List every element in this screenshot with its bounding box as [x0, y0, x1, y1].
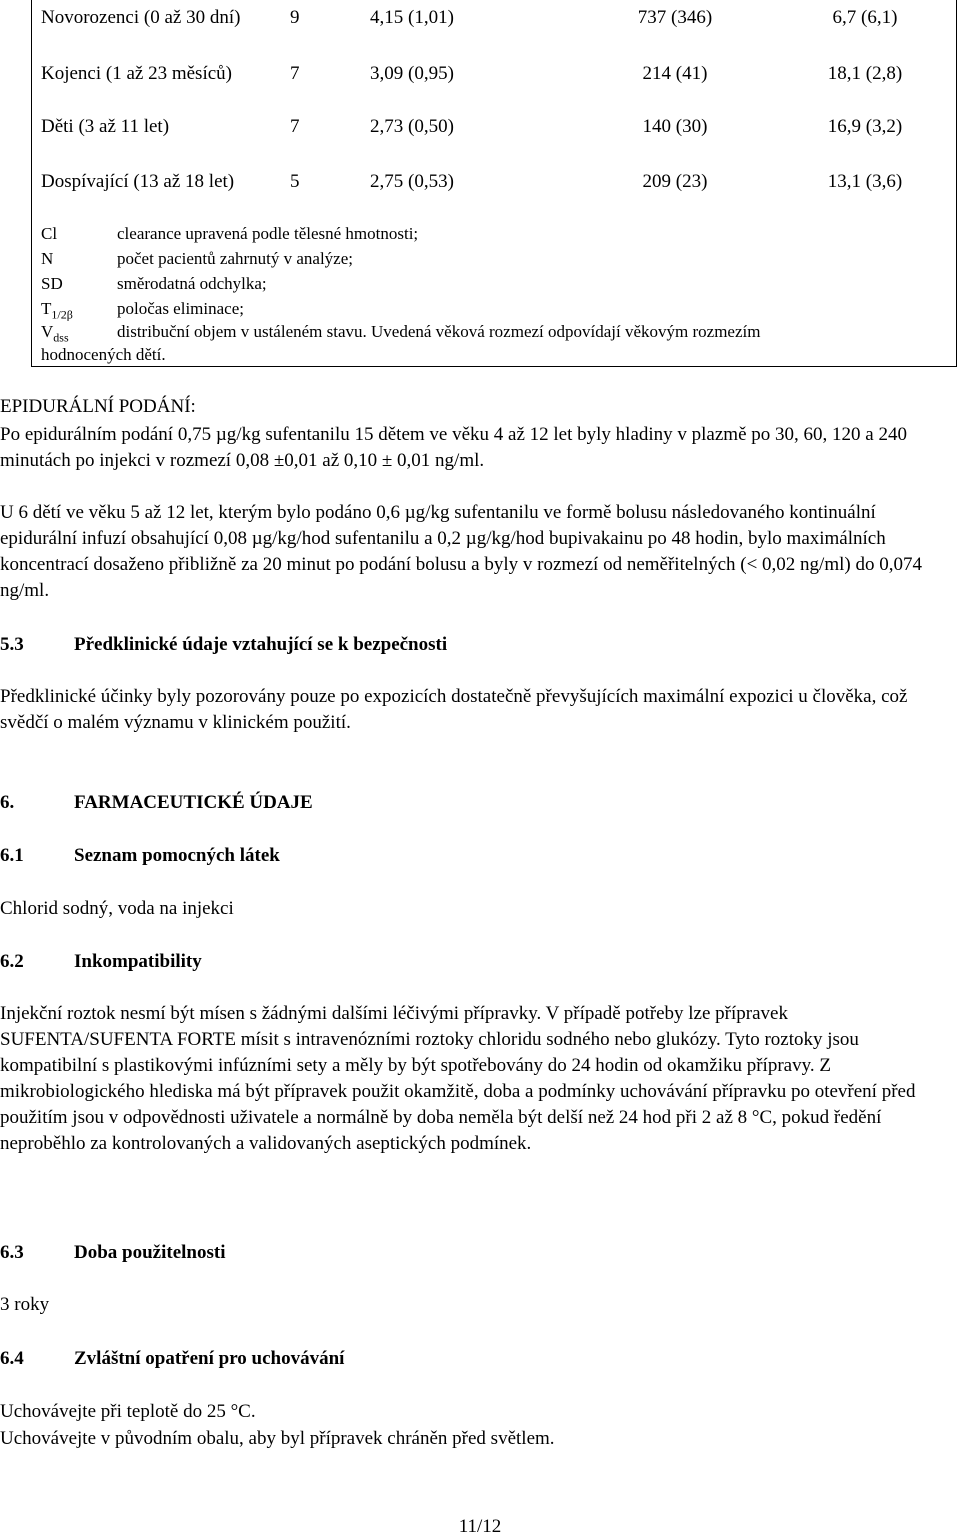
section-heading-6: 6. FARMACEUTICKÉ ÚDAJE	[0, 792, 313, 813]
volume-cell: 6,7 (6,1)	[832, 7, 898, 28]
table-note-continuation: hodnocených dětí.	[41, 345, 166, 364]
n-cell: 7	[290, 63, 300, 84]
section-heading-6-4: 6.4 Zvláštní opatření pro uchovávání	[0, 1348, 345, 1369]
volume-cell: 16,9 (3,2)	[827, 116, 903, 137]
section-6-4-text: Uchovávejte v původním obalu, aby byl přípravek chráněn před světlem.	[0, 1428, 555, 1449]
abbreviation-sd: SD směrodatná odchylka;	[41, 274, 267, 293]
n-cell: 7	[290, 116, 300, 137]
section-heading-6-3: 6.3 Doba použitelnosti	[0, 1242, 226, 1263]
age-group-cell: Novorozenci (0 až 30 dní)	[41, 7, 241, 28]
volume-cell: 18,1 (2,8)	[827, 63, 903, 84]
section-6-1-text: Chlorid sodný, voda na injekci	[0, 898, 234, 919]
half-life-cell: 4,15 (1,01)	[370, 7, 454, 28]
volume-cell: 13,1 (3,6)	[827, 171, 903, 192]
section-6-2-text: Injekční roztok nesmí být mísen s žádnými dalšími léčivými přípravky. V případě potřeby lze přípravek SUFENTA/SUFENTA FORTE mísit s intravenózními roztoky chloridu sodného nebo glukózy. Tyto roztoky jsou kompatibilní s plastikovými infúzními sety a měly by být spotřebovány do 24 hodin od okamžiku přípravy. Z mikrobiologického hlediska má být přípravek použit okamžitě, doba a podmínky uchovávání přípravku po otevření před použitím jsou v odpovědnosti uživatele a normálně by doba neměla být delší než 24 hod při 2 až 8 °C, pokud ředění neproběhlo za kontrolovaných a validovaných aseptických podmínek.	[0, 1003, 916, 1154]
section-6-3-text: 3 roky	[0, 1294, 50, 1315]
clearance-cell: 209 (23)	[642, 171, 708, 192]
half-life-cell: 2,75 (0,53)	[370, 171, 454, 192]
abbreviation-n: N počet pacientů zahrnutý v analýze;	[41, 249, 353, 268]
abbreviation-t12: $T_{1/2\beta}$ poločas eliminace;	[41, 299, 244, 322]
half-life-cell: 3,09 (0,95)	[370, 63, 454, 84]
n-cell: 9	[290, 7, 300, 28]
abbreviation-cl: Cl clearance upravená podle tělesné hmotnosti;	[41, 224, 419, 243]
n-cell: 5	[290, 171, 300, 192]
pharmacokinetics-table	[31, 0, 957, 367]
epidural-heading: EPIDURÁLNÍ PODÁNÍ:	[0, 396, 196, 417]
epidural-paragraph: Po epidurálním podání 0,75 µg/kg sufentanilu 15 dětem ve věku 4 až 12 let byly hladiny v plazmě po 30, 60, 120 a 240 minutách po injekci v rozmezí 0,08 ±0,01 až 0,10 ± 0,01 ng/ml.	[0, 424, 907, 471]
age-group-cell: Děti (3 až 11 let)	[41, 116, 170, 137]
section-5-3-text: Předklinické účinky byly pozorovány pouze po expozicích dostatečně převyšujících maximální expozici u člověka, což svědčí o malém významu v klinickém použití.	[0, 686, 908, 733]
half-life-cell: 2,73 (0,50)	[370, 116, 454, 137]
clearance-cell: 140 (30)	[642, 116, 708, 137]
age-group-cell: Dospívající (13 až 18 let)	[41, 171, 235, 192]
section-6-4-text: Uchovávejte při teplotě do 25 °C.	[0, 1401, 256, 1422]
section-heading-5-3: 5.3 Předklinické údaje vztahující se k bezpečnosti	[0, 634, 448, 655]
age-group-cell: Kojenci (1 až 23 měsíců)	[41, 63, 232, 84]
section-heading-6-2: 6.2 Inkompatibility	[0, 951, 202, 972]
clearance-cell: 737 (346)	[637, 7, 713, 28]
page-number: 11/12	[458, 1516, 502, 1537]
epidural-paragraph: U 6 dětí ve věku 5 až 12 let, kterým bylo podáno 0,6 µg/kg sufentanilu ve formě bolusu následovaného kontinuální epidurální infuzí obsahující 0,08 µg/kg/hod sufentanilu a 0,2 µg/kg/hod bupivakainu po 48 hodin, bylo maximálních koncentrací dosaženo přibližně za 20 minut po podání bolusu a byly v rozmezí od neměřitelných (< 0,02 ng/ml) do 0,074 ng/ml.	[0, 502, 922, 601]
clearance-cell: 214 (41)	[642, 63, 708, 84]
abbreviation-vdss: $V_{dss}$ distribuční objem v ustáleném stavu. Uvedená věková rozmezí odpovídají věkovým rozmezím	[41, 322, 761, 345]
section-heading-6-1: 6.1 Seznam pomocných látek	[0, 845, 280, 866]
